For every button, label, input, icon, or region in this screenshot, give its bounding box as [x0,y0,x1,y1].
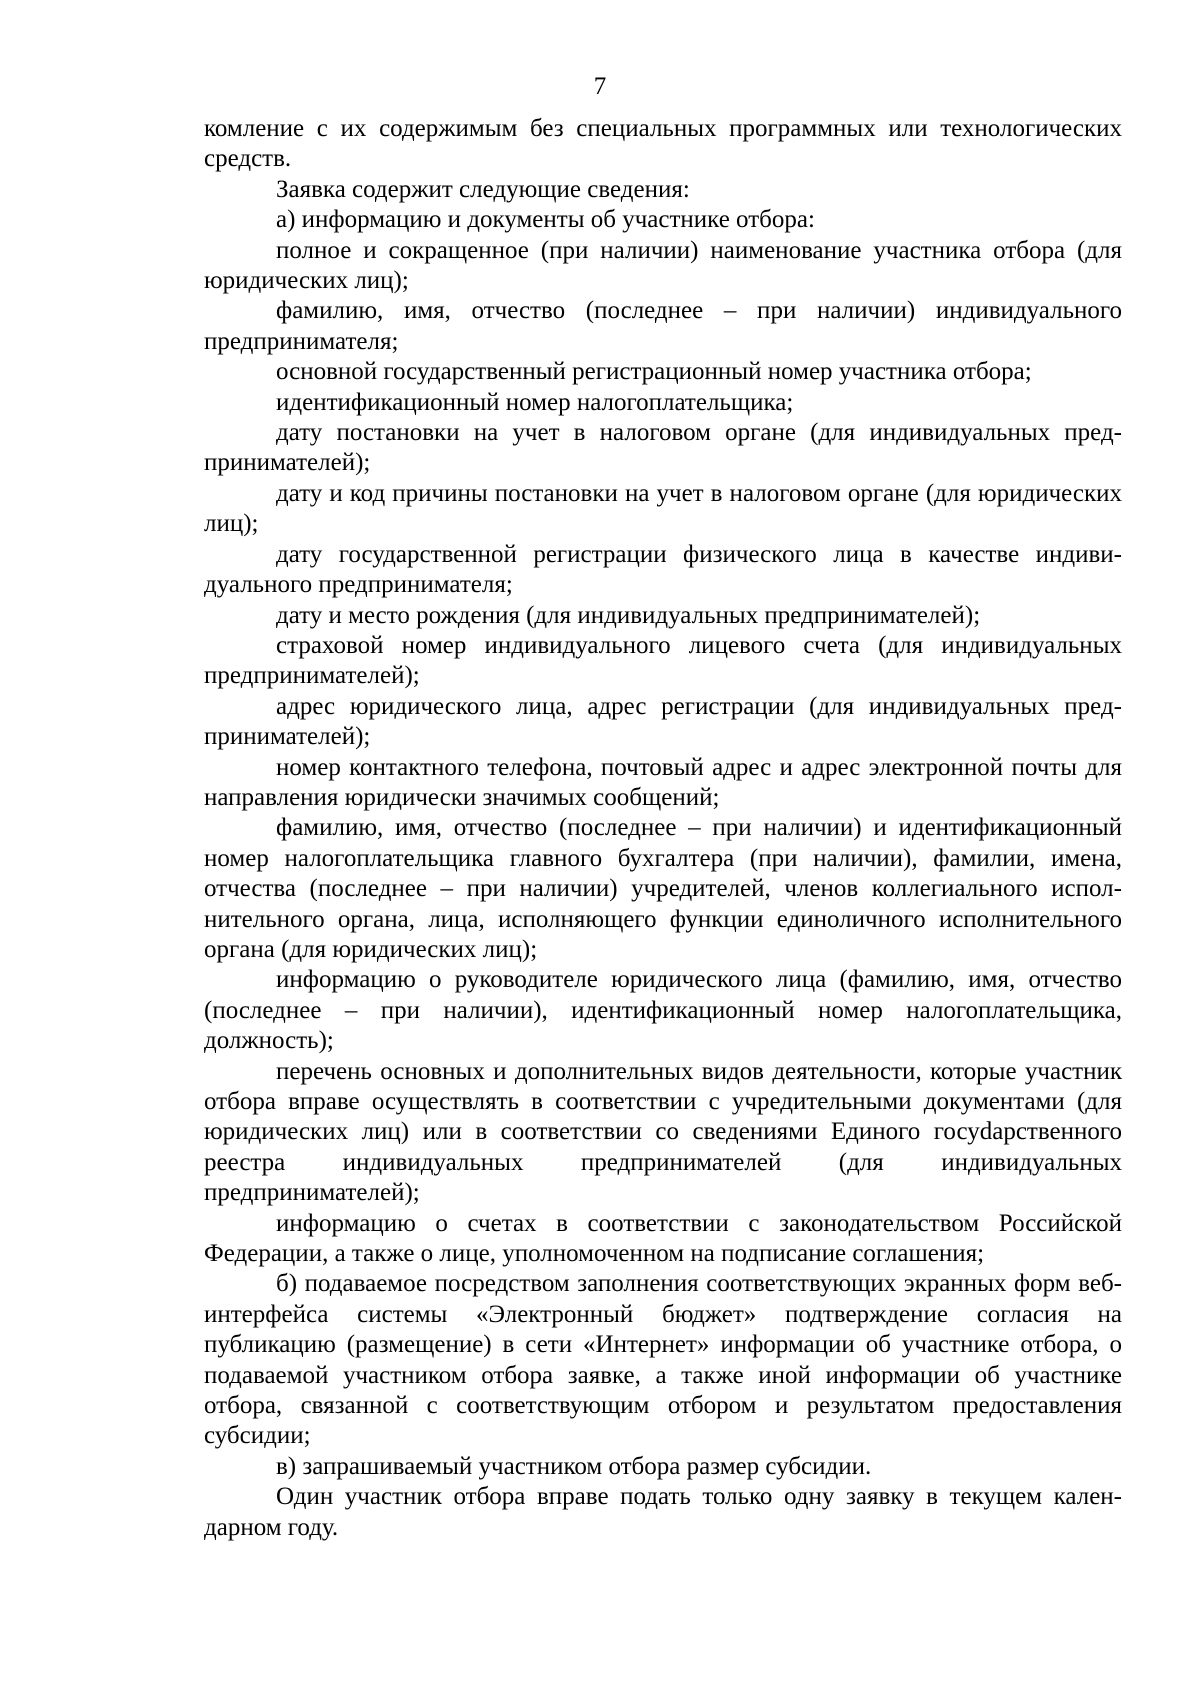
paragraph: идентификационный номер налогоплательщика; [276,388,794,416]
paragraph: Один участник отбора вправе подать только одну заявку в текущем календарном году. [204,1483,1122,1541]
paragraph: в) запрашиваемый участником отбора размер субсидии. [276,1452,872,1480]
paragraph: б) подаваемое посредством заполнения соответствующих экранных форм веб-интерфейса системы «Электронный бюджет» подтверждение согласия на публикацию (размещение) в сети «Интернет» информации об участнике отбора, о подаваемой участником отбора заявке, а также иной информации об участнике отбора, связанной с соответствующим отбором и результатом предоставления субсидии; [204,1270,1122,1450]
paragraph: дату и код причины постановки на учет в налоговом органе (для юридических лиц); [204,479,1122,538]
document-body [204,114,1122,1543]
paragraph: дату государственной регистрации физического лица в качестве индивидуального предпринимателя; [204,540,1122,599]
paragraph: адрес юридического лица, адрес регистрации (для индивидуальных предпринимателей); [204,692,1122,751]
paragraph: информацию о руководителе юридического лица (фамилию, имя, отчество (последнее – при наличии), идентификационный номер налогоплательщика, должность); [204,966,1122,1055]
paragraph: фамилию, имя, отчество (последнее – при наличии) индивидуального предпринимателя; [204,297,1122,355]
paragraph: номер контактного телефона, почтовый адрес и адрес электронной почты для направления юридически значимых сообщений; [204,753,1122,811]
paragraph: страховой номер индивидуального лицевого счета (для индивидуальных предпринимателей); [204,631,1122,690]
paragraph: дату постановки на учет в налоговом органе (для индивидуальных предпринимателей); [204,419,1122,477]
paragraph: дату и место рождения (для индивидуальных предпринимателей); [276,601,981,629]
paragraph: а) информацию и документы об участнике отбора: [276,206,815,234]
paragraph: полное и сокращенное (при наличии) наименование участника отбора (для юридических лиц); [204,236,1122,295]
paragraph: перечень основных и дополнительных видов деятельности, которые участник отбора вправе осуществлять в соответствии с учредительными документами (для юридических лиц) или в соответствии со сведениями Единого госуdарственного реестра индивидуальных предпринимателей (для индивидуальных предпринимателей); [204,1057,1122,1207]
paragraph: основной государственный регистрационный номер участника отбора; [276,358,1032,386]
paragraph: комление с их содержимым без специальных программных или технологических средств. [204,115,1122,173]
paragraph: Заявка содержит следующие сведения: [276,175,690,203]
paragraph: фамилию, имя, отчество (последнее – при наличии) и идентификационный номер налогоплательщика главного бухгалтера (при наличии), фамилии, имена, отчества (последнее – при наличии) учредителей, членов коллегиального исполнительного органа, лица, исполняющего функции единоличного исполнительного органа (для юридических лиц); [204,814,1122,963]
paragraph: информацию о счетах в соответствии с законодательством Российской Федерации, а также о лице, уполномоченном на подписание соглашения; [204,1209,1122,1268]
page-number: 7 [593,73,607,100]
